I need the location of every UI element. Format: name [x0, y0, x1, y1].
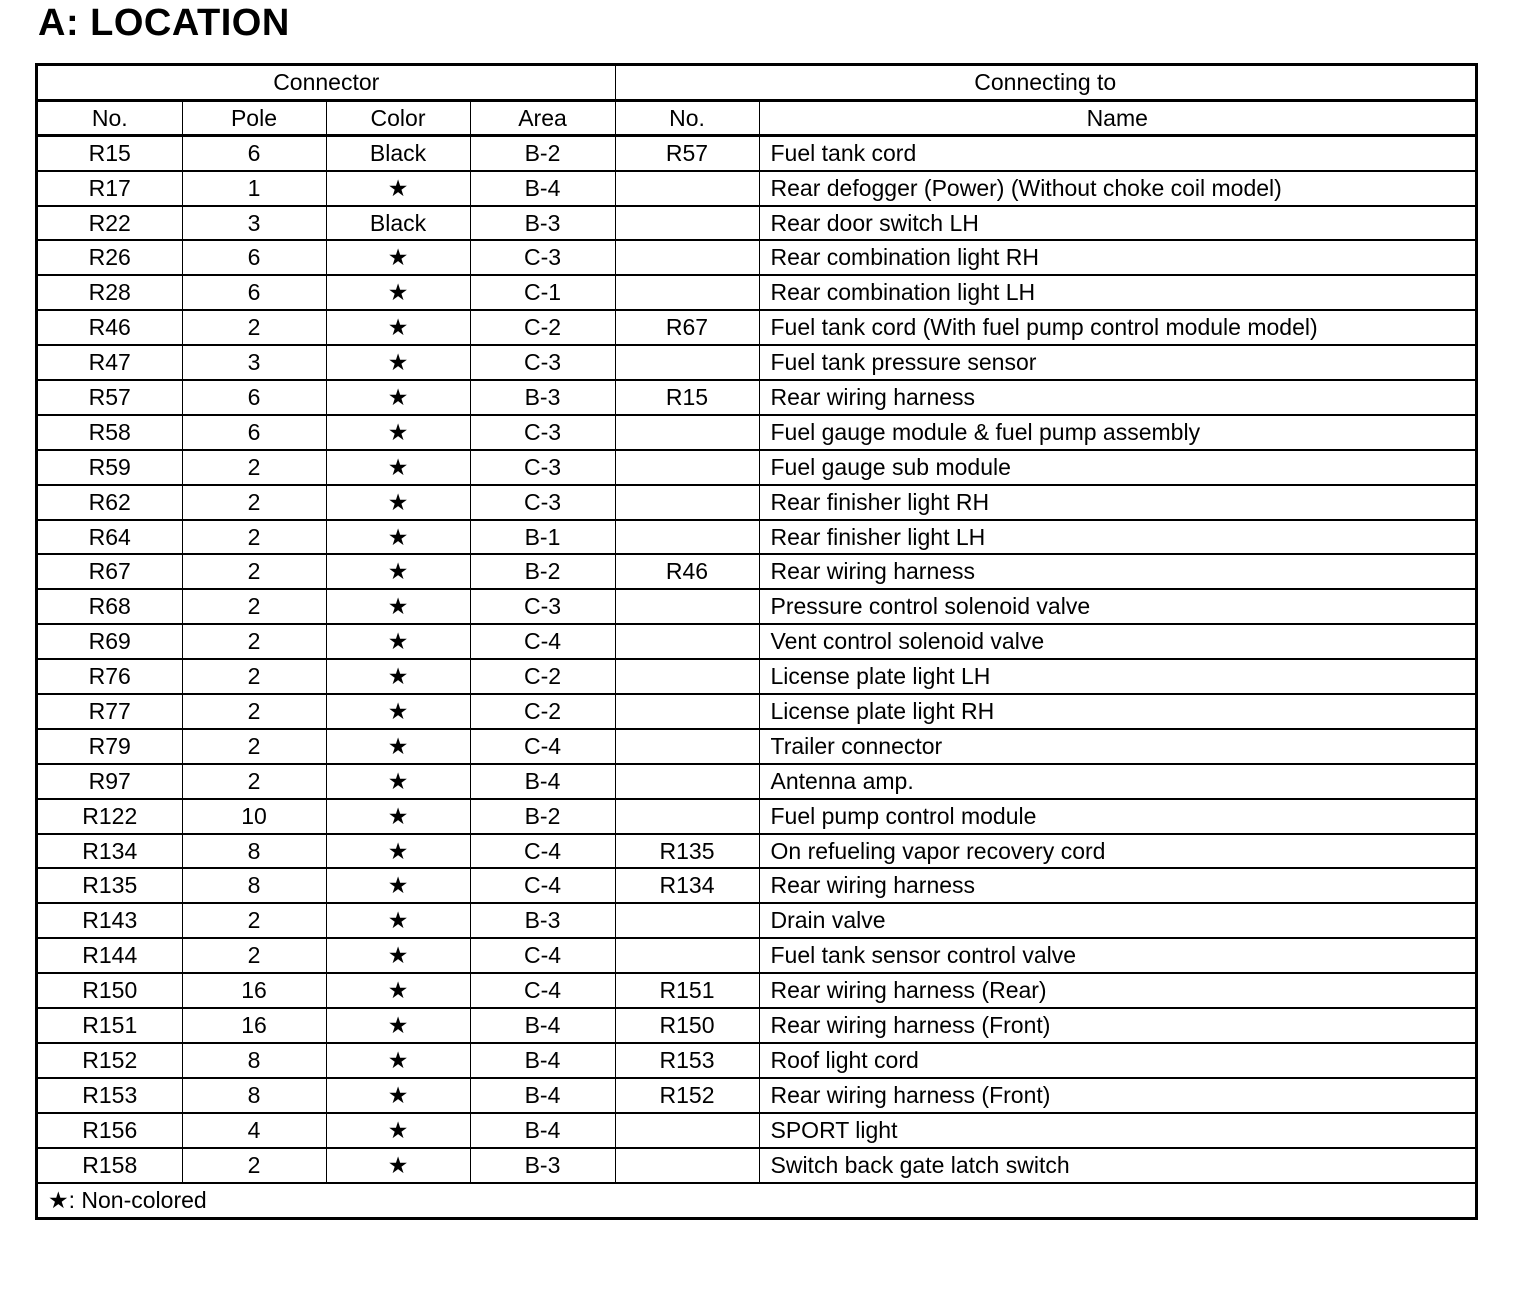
cell-color: ★	[326, 1113, 470, 1148]
table-row	[38, 624, 1475, 659]
cell-color: ★	[326, 345, 470, 380]
cell-connector-no: R150	[38, 973, 182, 1008]
cell-pole: 2	[182, 938, 326, 973]
cell-pole: 8	[182, 1043, 326, 1078]
cell-name: Antenna amp.	[759, 764, 1475, 799]
cell-connecting-no: R135	[615, 834, 759, 869]
cell-connecting-no	[615, 345, 759, 380]
cell-connector-no: R62	[38, 485, 182, 520]
cell-color: ★	[326, 240, 470, 275]
cell-connector-no: R76	[38, 659, 182, 694]
column-header-area: Area	[470, 101, 615, 136]
cell-connector-no: R28	[38, 275, 182, 310]
cell-area: C-3	[470, 450, 615, 485]
cell-connecting-no: R151	[615, 973, 759, 1008]
cell-color: Black	[326, 136, 470, 171]
cell-color: ★	[326, 275, 470, 310]
cell-connector-no: R151	[38, 1008, 182, 1043]
cell-area: C-3	[470, 240, 615, 275]
table-row	[38, 485, 1475, 520]
cell-name: Rear wiring harness (Front)	[759, 1078, 1475, 1113]
cell-connecting-no	[615, 694, 759, 729]
cell-area: C-4	[470, 624, 615, 659]
cell-name: Fuel gauge sub module	[759, 450, 1475, 485]
cell-connector-no: R79	[38, 729, 182, 764]
cell-color: ★	[326, 834, 470, 869]
cell-pole: 8	[182, 868, 326, 903]
table-row	[38, 520, 1475, 555]
cell-connecting-no: R134	[615, 868, 759, 903]
cell-pole: 6	[182, 240, 326, 275]
cell-name: License plate light RH	[759, 694, 1475, 729]
cell-color: ★	[326, 1043, 470, 1078]
cell-connecting-no	[615, 938, 759, 973]
group-header-row	[38, 66, 1475, 101]
cell-area: C-3	[470, 485, 615, 520]
cell-area: B-1	[470, 520, 615, 555]
cell-color: ★	[326, 624, 470, 659]
cell-color: ★	[326, 310, 470, 345]
cell-color: ★	[326, 1078, 470, 1113]
cell-name: Trailer connector	[759, 729, 1475, 764]
cell-connecting-no	[615, 450, 759, 485]
cell-pole: 2	[182, 310, 326, 345]
cell-color: Black	[326, 206, 470, 241]
cell-area: B-3	[470, 1148, 615, 1183]
cell-connecting-no	[615, 589, 759, 624]
cell-area: B-4	[470, 1078, 615, 1113]
cell-connector-no: R64	[38, 520, 182, 555]
cell-area: C-3	[470, 589, 615, 624]
column-header-no: No.	[38, 101, 182, 136]
cell-connecting-no	[615, 240, 759, 275]
cell-name: Rear wiring harness	[759, 554, 1475, 589]
cell-pole: 16	[182, 973, 326, 1008]
table-row	[38, 764, 1475, 799]
cell-name: Fuel tank pressure sensor	[759, 345, 1475, 380]
table-row	[38, 310, 1475, 345]
cell-connector-no: R68	[38, 589, 182, 624]
cell-area: B-3	[470, 380, 615, 415]
cell-area: B-4	[470, 764, 615, 799]
cell-connector-no: R153	[38, 1078, 182, 1113]
table-row	[38, 938, 1475, 973]
cell-name: On refueling vapor recovery cord	[759, 834, 1475, 869]
cell-name: Roof light cord	[759, 1043, 1475, 1078]
cell-connector-no: R22	[38, 206, 182, 241]
cell-connecting-no	[615, 729, 759, 764]
cell-color: ★	[326, 450, 470, 485]
cell-name: Rear defogger (Power) (Without choke coil model)	[759, 171, 1475, 206]
table-row	[38, 136, 1475, 171]
cell-name: Rear wiring harness	[759, 868, 1475, 903]
cell-name: Vent control solenoid valve	[759, 624, 1475, 659]
cell-area: C-3	[470, 345, 615, 380]
cell-connector-no: R46	[38, 310, 182, 345]
connector-table	[38, 66, 1475, 1217]
cell-pole: 2	[182, 450, 326, 485]
cell-connecting-no	[615, 903, 759, 938]
cell-pole: 2	[182, 520, 326, 555]
cell-connecting-no	[615, 764, 759, 799]
cell-connector-no: R134	[38, 834, 182, 869]
table-row	[38, 415, 1475, 450]
cell-pole: 16	[182, 1008, 326, 1043]
cell-connecting-no: R67	[615, 310, 759, 345]
cell-connector-no: R15	[38, 136, 182, 171]
table-row	[38, 1008, 1475, 1043]
table-body	[38, 136, 1475, 1183]
cell-color: ★	[326, 868, 470, 903]
cell-connector-no: R17	[38, 171, 182, 206]
cell-pole: 2	[182, 589, 326, 624]
cell-connector-no: R143	[38, 903, 182, 938]
cell-area: C-2	[470, 694, 615, 729]
table-row	[38, 1113, 1475, 1148]
table-row	[38, 1078, 1475, 1113]
cell-connecting-no	[615, 206, 759, 241]
table-row	[38, 834, 1475, 869]
cell-name: SPORT light	[759, 1113, 1475, 1148]
cell-connector-no: R57	[38, 380, 182, 415]
cell-color: ★	[326, 659, 470, 694]
table-row	[38, 868, 1475, 903]
cell-area: B-2	[470, 136, 615, 171]
table-row	[38, 554, 1475, 589]
cell-pole: 2	[182, 903, 326, 938]
cell-connecting-no	[615, 1113, 759, 1148]
cell-connecting-no	[615, 659, 759, 694]
cell-connector-no: R156	[38, 1113, 182, 1148]
cell-connector-no: R97	[38, 764, 182, 799]
cell-pole: 8	[182, 1078, 326, 1113]
cell-area: C-4	[470, 938, 615, 973]
cell-connecting-no: R152	[615, 1078, 759, 1113]
cell-color: ★	[326, 171, 470, 206]
table-row	[38, 345, 1475, 380]
cell-connector-no: R58	[38, 415, 182, 450]
cell-pole: 6	[182, 136, 326, 171]
cell-connecting-no	[615, 624, 759, 659]
cell-connector-no: R144	[38, 938, 182, 973]
table-row	[38, 799, 1475, 834]
cell-area: B-3	[470, 206, 615, 241]
cell-area: C-4	[470, 868, 615, 903]
cell-name: Rear finisher light LH	[759, 520, 1475, 555]
group-header-connector: Connector	[38, 66, 615, 101]
cell-area: B-2	[470, 554, 615, 589]
cell-connecting-no: R150	[615, 1008, 759, 1043]
cell-color: ★	[326, 485, 470, 520]
cell-color: ★	[326, 973, 470, 1008]
cell-name: Fuel tank cord	[759, 136, 1475, 171]
column-header-name: Name	[759, 101, 1475, 136]
cell-connecting-no	[615, 520, 759, 555]
cell-pole: 10	[182, 799, 326, 834]
cell-pole: 2	[182, 624, 326, 659]
cell-name: Rear wiring harness (Front)	[759, 1008, 1475, 1043]
cell-area: B-4	[470, 1008, 615, 1043]
cell-pole: 6	[182, 380, 326, 415]
cell-name: Fuel tank cord (With fuel pump control module model)	[759, 310, 1475, 345]
cell-connecting-no	[615, 171, 759, 206]
cell-pole: 4	[182, 1113, 326, 1148]
cell-color: ★	[326, 415, 470, 450]
cell-color: ★	[326, 799, 470, 834]
table-row	[38, 659, 1475, 694]
column-header-color: Color	[326, 101, 470, 136]
table-row	[38, 450, 1475, 485]
table-row	[38, 973, 1475, 1008]
cell-color: ★	[326, 554, 470, 589]
cell-area: C-3	[470, 415, 615, 450]
cell-connector-no: R158	[38, 1148, 182, 1183]
cell-name: Switch back gate latch switch	[759, 1148, 1475, 1183]
cell-connecting-no: R15	[615, 380, 759, 415]
cell-area: B-4	[470, 1113, 615, 1148]
table-row	[38, 729, 1475, 764]
cell-color: ★	[326, 1148, 470, 1183]
table-row	[38, 206, 1475, 241]
cell-connector-no: R26	[38, 240, 182, 275]
cell-connector-no: R69	[38, 624, 182, 659]
cell-name: Rear wiring harness (Rear)	[759, 973, 1475, 1008]
cell-connector-no: R47	[38, 345, 182, 380]
cell-connecting-no	[615, 799, 759, 834]
cell-pole: 2	[182, 694, 326, 729]
cell-connector-no: R77	[38, 694, 182, 729]
cell-color: ★	[326, 729, 470, 764]
cell-pole: 2	[182, 554, 326, 589]
table-row	[38, 380, 1475, 415]
table-row	[38, 240, 1475, 275]
cell-connecting-no: R46	[615, 554, 759, 589]
cell-connecting-no: R57	[615, 136, 759, 171]
cell-connector-no: R67	[38, 554, 182, 589]
cell-area: C-4	[470, 834, 615, 869]
cell-connector-no: R59	[38, 450, 182, 485]
cell-name: Rear finisher light RH	[759, 485, 1475, 520]
table-row	[38, 694, 1475, 729]
cell-pole: 6	[182, 275, 326, 310]
cell-name: Fuel gauge module & fuel pump assembly	[759, 415, 1475, 450]
cell-area: C-4	[470, 973, 615, 1008]
cell-pole: 2	[182, 1148, 326, 1183]
cell-color: ★	[326, 694, 470, 729]
cell-name: Fuel tank sensor control valve	[759, 938, 1475, 973]
cell-name: Drain valve	[759, 903, 1475, 938]
cell-connector-no: R152	[38, 1043, 182, 1078]
cell-connecting-no	[615, 485, 759, 520]
footnote: ★: Non-colored	[38, 1183, 1475, 1218]
cell-area: C-4	[470, 729, 615, 764]
table-row	[38, 171, 1475, 206]
table-row	[38, 903, 1475, 938]
table-row	[38, 1148, 1475, 1183]
cell-area: B-3	[470, 903, 615, 938]
connector-table-frame	[35, 63, 1478, 1220]
cell-name: Rear combination light LH	[759, 275, 1475, 310]
cell-area: C-2	[470, 310, 615, 345]
cell-name: Rear combination light RH	[759, 240, 1475, 275]
cell-pole: 3	[182, 206, 326, 241]
cell-color: ★	[326, 380, 470, 415]
group-header-connecting-to: Connecting to	[615, 66, 1475, 101]
cell-connecting-no: R153	[615, 1043, 759, 1078]
page-title: A: LOCATION	[38, 2, 290, 44]
cell-color: ★	[326, 764, 470, 799]
column-header-pole: Pole	[182, 101, 326, 136]
cell-color: ★	[326, 589, 470, 624]
table-row	[38, 1043, 1475, 1078]
column-header-row	[38, 101, 1475, 136]
footnote-row	[38, 1183, 1475, 1218]
cell-color: ★	[326, 903, 470, 938]
cell-pole: 2	[182, 764, 326, 799]
cell-connector-no: R122	[38, 799, 182, 834]
cell-connecting-no	[615, 1148, 759, 1183]
column-header-connecting-no: No.	[615, 101, 759, 136]
cell-area: B-4	[470, 171, 615, 206]
cell-color: ★	[326, 938, 470, 973]
cell-name: Rear wiring harness	[759, 380, 1475, 415]
cell-pole: 2	[182, 659, 326, 694]
cell-connecting-no	[615, 275, 759, 310]
cell-color: ★	[326, 520, 470, 555]
cell-pole: 6	[182, 415, 326, 450]
cell-connecting-no	[615, 415, 759, 450]
cell-area: C-2	[470, 659, 615, 694]
cell-pole: 2	[182, 729, 326, 764]
cell-pole: 2	[182, 485, 326, 520]
cell-name: Rear door switch LH	[759, 206, 1475, 241]
cell-area: B-4	[470, 1043, 615, 1078]
table-row	[38, 589, 1475, 624]
cell-name: License plate light LH	[759, 659, 1475, 694]
cell-pole: 8	[182, 834, 326, 869]
cell-color: ★	[326, 1008, 470, 1043]
cell-pole: 3	[182, 345, 326, 380]
cell-area: B-2	[470, 799, 615, 834]
table-row	[38, 275, 1475, 310]
cell-pole: 1	[182, 171, 326, 206]
cell-name: Fuel pump control module	[759, 799, 1475, 834]
cell-name: Pressure control solenoid valve	[759, 589, 1475, 624]
cell-connector-no: R135	[38, 868, 182, 903]
cell-area: C-1	[470, 275, 615, 310]
